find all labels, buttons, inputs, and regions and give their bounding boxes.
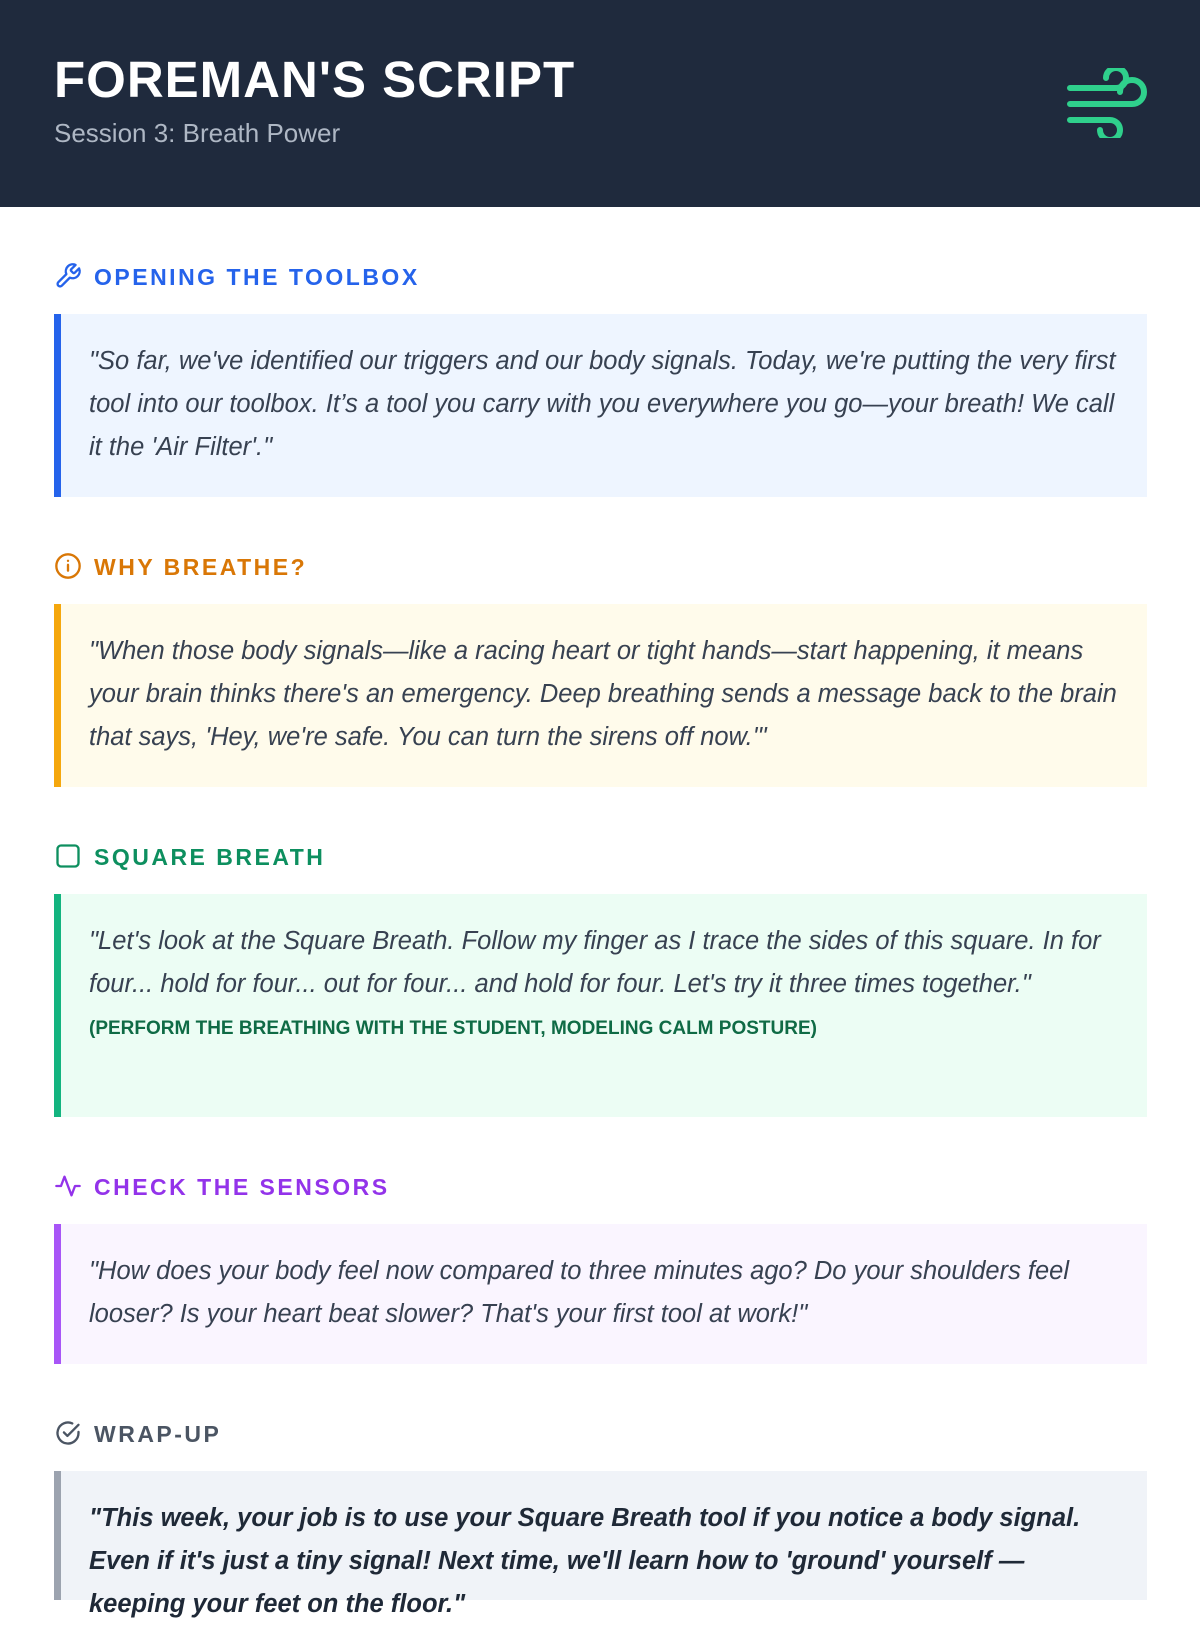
stage-direction: (PERFORM THE BREATHING WITH THE STUDENT, MODELING CALM POSTURE) <box>89 1018 817 1039</box>
script-box-square-breath <box>54 894 1147 1117</box>
script-box-check-sensors <box>54 1224 1147 1364</box>
wrench-icon <box>54 262 82 290</box>
script-box-why-breathe <box>54 604 1147 787</box>
script-quote: "This week, your job is to use your Square Breath tool if you notice a body signal. Even if it's just a tiny signal! Next time, we'll learn how to 'ground' yourself — keeping your feet on the floor." <box>89 1504 1081 1618</box>
wind-icon <box>1066 68 1148 138</box>
session-subtitle: Session 3: Breath Power <box>54 118 341 148</box>
square-icon <box>54 842 82 870</box>
script-box-wrap-up <box>54 1471 1147 1618</box>
pulse-icon <box>54 1172 82 1200</box>
script-quote: "How does your body feel now compared to three minutes ago? Do your shoulders feel looser? Is your heart beat slower? That's your first tool at work!" <box>89 1257 1070 1328</box>
page-title: FOREMAN'S SCRIPT <box>54 51 576 108</box>
section-title: WRAP-UP <box>94 1421 222 1447</box>
script-quote: "So far, we've identified our triggers and our body signals. Today, we're putting the very first tool into our toolbox. It’s a tool you carry with you everywhere you go—your breath! We call it the 'Air Filter'." <box>89 347 1116 461</box>
section-title: OPENING THE TOOLBOX <box>94 264 420 290</box>
section-title: SQUARE BREATH <box>94 844 326 870</box>
check-circle-icon <box>54 1419 82 1447</box>
section-title: CHECK THE SENSORS <box>94 1174 390 1200</box>
script-box-opening <box>54 314 1147 497</box>
section-title: WHY BREATHE? <box>94 554 308 580</box>
info-icon <box>54 552 82 580</box>
script-quote: "When those body signals—like a racing heart or tight hands—start happening, it means your brain thinks there's an emergency. Deep breathing sends a message back to the brain that says, 'Hey, we're safe. You can turn the sirens off now.'" <box>89 637 1117 751</box>
page-header <box>0 0 1200 207</box>
script-quote: "Let's look at the Square Breath. Follow my finger as I trace the sides of this square. In for four... hold for four... out for four... and hold for four. Let's try it three times together." <box>89 927 1101 998</box>
